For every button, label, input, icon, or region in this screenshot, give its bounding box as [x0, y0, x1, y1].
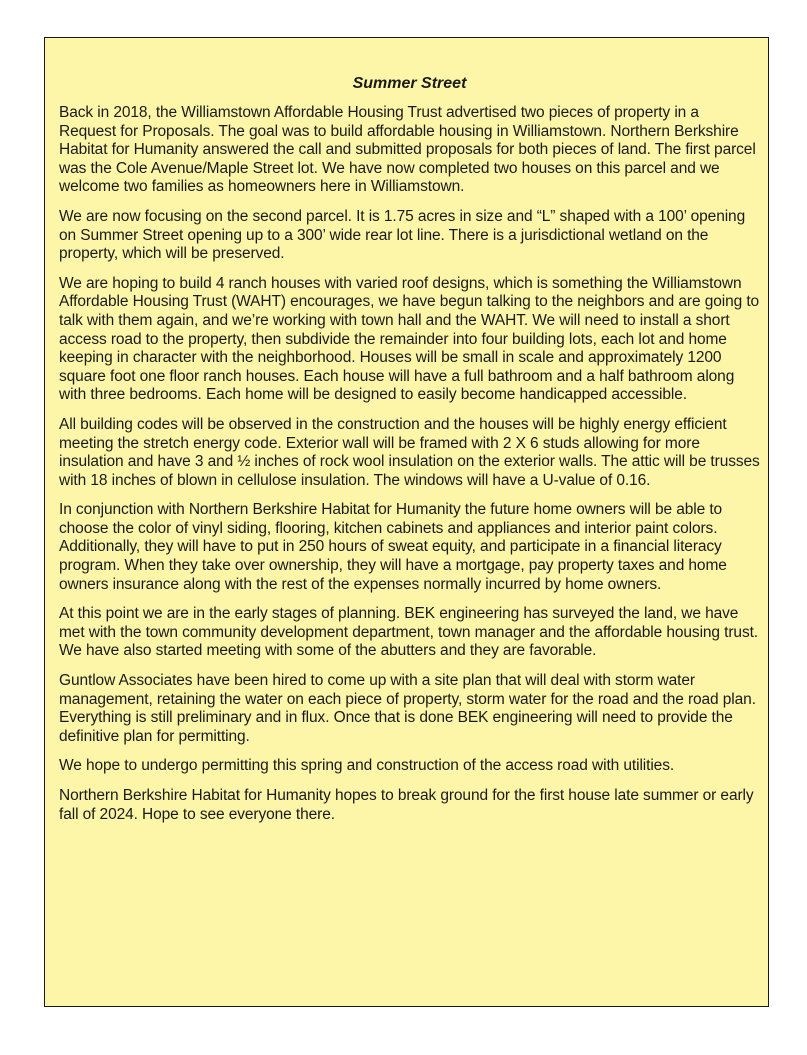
paragraph-site-plan: Guntlow Associates have been hired to come up with a site plan that will deal with storm water management, retaining the water on each piece of property, storm water for the road and the road plan. Everything is still preliminary and in flux. Once that is done BEK engineering will need to provide the definitive plan for permitting. [59, 672, 756, 745]
paragraph-intro: Back in 2018, the Williamstown Affordable Housing Trust advertised two pieces of property in a Request for Proposals. The goal was to build affordable housing in Williamstown. Northern Berkshire Habitat for Humanity answered the call and submitted proposals for both pieces of land. The first parcel was the Cole Avenue/Maple Street lot. We have now completed two houses on this parcel and we welcome two families as homeowners here in Williamstown. [59, 104, 756, 196]
paragraph-home-owners: In conjunction with Northern Berkshire Habitat for Humanity the future home owners will be able to choose the color of vinyl siding, flooring, kitchen cabinets and appliances and interior paint colors. Additionally, they will have to put in 250 hours of sweat equity, and participate in a financial literacy program. When they take over ownership, they will have a mortgage, pay property taxes and home owners insurance along with the rest of the expenses normally incurred by home owners. [59, 501, 727, 593]
paragraph-building-codes: All building codes will be observed in the construction and the houses will be highly energy efficient meeting the stretch energy code. Exterior wall will be framed with 2 X 6 studs allowing for more insulation and have 3 and ½ inches of rock wool insulation on the exterior walls. The attic will be trusses with 18 inches of blown in cellulose insulation. The windows will have a U-value of 0.16. [59, 415, 760, 489]
article-box [44, 37, 769, 1007]
paragraph-ranch-houses: We are hoping to build 4 ranch houses with varied roof designs, which is something the Williamstown Affordable Housing Trust (WAHT) encourages, we have begun talking to the neighbors and are going to talk with them again, and we’re working with town hall and the WAHT. We will need to install a short access road to the property, then subdivide the remainder into four building lots, each lot and home keeping in character with the neighborhood. Houses will be small in scale and approximately 1200 square foot one floor ranch houses. Each house will have a full bathroom and a half bathroom along with three bedrooms. Each home will be designed to easily become handicapped accessible. [59, 274, 760, 404]
paragraph-break-ground: Northern Berkshire Habitat for Humanity hopes to break ground for the first house late summer or early fall of 2024. Hope to see everyone there. [59, 787, 754, 823]
paragraph-permitting: We hope to undergo permitting this spring and construction of the access road with utilities. [59, 757, 675, 775]
paragraph-second-parcel: We are now focusing on the second parcel. It is 1.75 acres in size and “L” shaped with a 100’ opening on Summer Street opening up to a 300’ wide rear lot line. There is a jurisdictional wetland on the property, which will be preserved. [59, 207, 746, 263]
paragraph-planning: At this point we are in the early stages of planning. BEK engineering has surveyed the land, we have met with the town community development department, town manager and the affordable housing trust. We have also started meeting with some of the abutters and they are favorable. [59, 605, 759, 660]
article-title: Summer Street [352, 75, 467, 92]
